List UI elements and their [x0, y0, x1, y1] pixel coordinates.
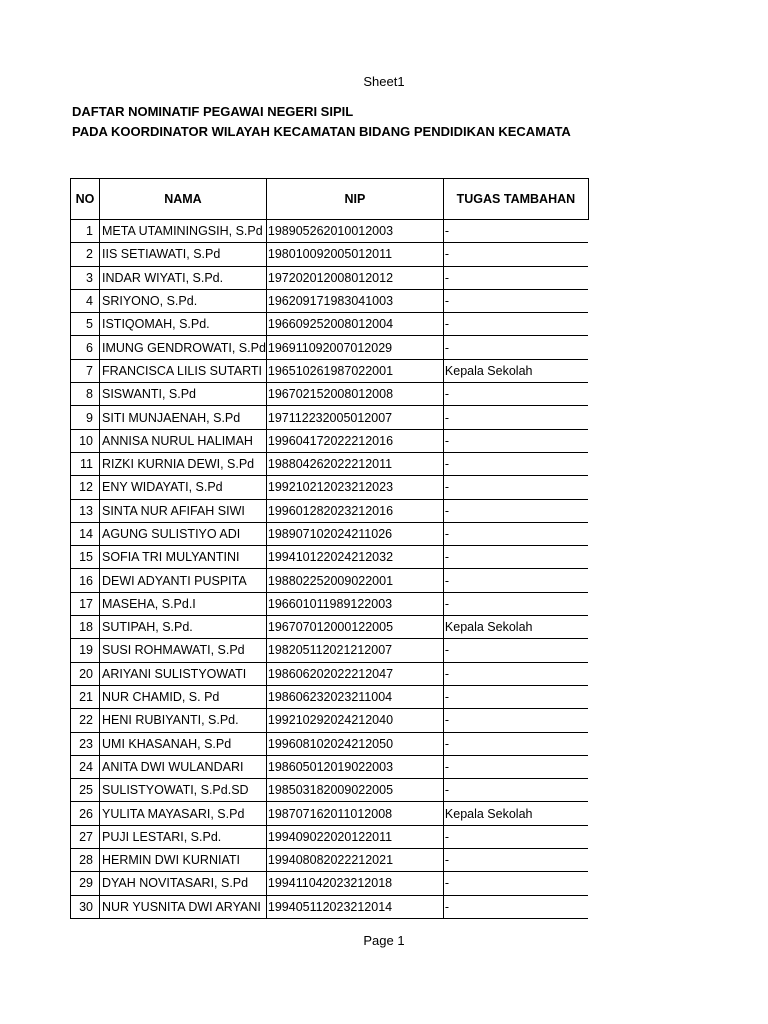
cell-no: 22 — [71, 709, 100, 732]
cell-nama: NUR YUSNITA DWI ARYANI — [100, 895, 267, 918]
cell-tugas-tambahan: - — [443, 895, 588, 918]
cell-no: 24 — [71, 755, 100, 778]
cell-tugas-tambahan: - — [443, 825, 588, 848]
cell-nip: 198907102024211026 — [266, 522, 443, 545]
cell-nama: IMUNG GENDROWATI, S.Pd — [100, 336, 267, 359]
cell-tugas-tambahan: - — [443, 383, 588, 406]
cell-nip: 196702152008012008 — [266, 383, 443, 406]
cell-nama: IIS SETIAWATI, S.Pd — [100, 243, 267, 266]
table-row — [71, 616, 589, 639]
cell-tugas-tambahan: - — [443, 849, 588, 872]
cell-nama: YULITA MAYASARI, S.Pd — [100, 802, 267, 825]
cell-no: 8 — [71, 383, 100, 406]
cell-nama: RIZKI KURNIA DEWI, S.Pd — [100, 452, 267, 475]
cell-tugas-tambahan: - — [443, 709, 588, 732]
table-row — [71, 732, 589, 755]
cell-no: 15 — [71, 546, 100, 569]
cell-nip: 196911092007012029 — [266, 336, 443, 359]
table-header-row — [71, 179, 589, 220]
table-row — [71, 709, 589, 732]
cell-tugas-tambahan: - — [443, 779, 588, 802]
table-body — [71, 220, 589, 919]
cell-nama: UMI KHASANAH, S.Pd — [100, 732, 267, 755]
table-row — [71, 452, 589, 475]
table-row — [71, 406, 589, 429]
cell-nama: SRIYONO, S.Pd. — [100, 289, 267, 312]
cell-nama: ARIYANI SULISTYOWATI — [100, 662, 267, 685]
cell-nama: SUTIPAH, S.Pd. — [100, 616, 267, 639]
cell-nip: 199608102024212050 — [266, 732, 443, 755]
cell-no: 19 — [71, 639, 100, 662]
cell-no: 25 — [71, 779, 100, 802]
cell-no: 21 — [71, 685, 100, 708]
table-row — [71, 359, 589, 382]
cell-no: 28 — [71, 849, 100, 872]
table-row — [71, 685, 589, 708]
cell-nama: INDAR WIYATI, S.Pd. — [100, 266, 267, 289]
cell-nip: 198802252009022001 — [266, 569, 443, 592]
cell-tugas-tambahan: - — [443, 639, 588, 662]
header-nama: NAMA — [100, 179, 267, 220]
cell-tugas-tambahan: - — [443, 685, 588, 708]
cell-nip: 199604172022212016 — [266, 429, 443, 452]
cell-no: 2 — [71, 243, 100, 266]
table-row — [71, 779, 589, 802]
sheet-name: Sheet1 — [363, 74, 405, 89]
cell-nama: FRANCISCA LILIS SUTARTI — [100, 359, 267, 382]
cell-no: 20 — [71, 662, 100, 685]
cell-nip: 198606202022212047 — [266, 662, 443, 685]
cell-tugas-tambahan: - — [443, 452, 588, 475]
cell-tugas-tambahan: - — [443, 592, 588, 615]
cell-no: 3 — [71, 266, 100, 289]
table-row — [71, 802, 589, 825]
cell-no: 9 — [71, 406, 100, 429]
cell-nama: DEWI ADYANTI PUSPITA — [100, 569, 267, 592]
table-row — [71, 849, 589, 872]
cell-nip: 198707162011012008 — [266, 802, 443, 825]
page-number: Page 1 — [363, 933, 405, 948]
cell-nip: 197112232005012007 — [266, 406, 443, 429]
table-row — [71, 429, 589, 452]
cell-nama: NUR CHAMID, S. Pd — [100, 685, 267, 708]
cell-nip: 196707012000122005 — [266, 616, 443, 639]
cell-tugas-tambahan: - — [443, 476, 588, 499]
cell-nip: 198905262010012003 — [266, 220, 443, 243]
cell-nip: 199210292024212040 — [266, 709, 443, 732]
cell-no: 29 — [71, 872, 100, 895]
cell-tugas-tambahan: - — [443, 662, 588, 685]
cell-nama: SOFIA TRI MULYANTINI — [100, 546, 267, 569]
table-row — [71, 639, 589, 662]
cell-no: 23 — [71, 732, 100, 755]
cell-no: 18 — [71, 616, 100, 639]
cell-tugas-tambahan: - — [443, 243, 588, 266]
header-tugas-tambahan: TUGAS TAMBAHAN — [443, 179, 588, 220]
table-row — [71, 546, 589, 569]
cell-tugas-tambahan: - — [443, 569, 588, 592]
cell-nama: META UTAMININGSIH, S.Pd — [100, 220, 267, 243]
cell-nip: 199405112023212014 — [266, 895, 443, 918]
cell-nip: 196601011989122003 — [266, 592, 443, 615]
cell-no: 5 — [71, 313, 100, 336]
cell-nip: 198010092005012011 — [266, 243, 443, 266]
table-row — [71, 569, 589, 592]
cell-nip: 196510261987022001 — [266, 359, 443, 382]
cell-tugas-tambahan: - — [443, 522, 588, 545]
table-row — [71, 220, 589, 243]
table-row — [71, 313, 589, 336]
table-row — [71, 755, 589, 778]
cell-no: 27 — [71, 825, 100, 848]
document-title: DAFTAR NOMINATIF PEGAWAI NEGERI SIPIL — [72, 104, 354, 119]
cell-nama: SISWANTI, S.Pd — [100, 383, 267, 406]
cell-tugas-tambahan: Kepala Sekolah — [443, 802, 588, 825]
table-row — [71, 872, 589, 895]
cell-nama: ISTIQOMAH, S.Pd. — [100, 313, 267, 336]
cell-nama: HERMIN DWI KURNIATI — [100, 849, 267, 872]
cell-no: 13 — [71, 499, 100, 522]
cell-tugas-tambahan: - — [443, 289, 588, 312]
cell-no: 30 — [71, 895, 100, 918]
employee-table — [70, 178, 589, 919]
cell-nip: 196609252008012004 — [266, 313, 443, 336]
table-row — [71, 592, 589, 615]
cell-no: 14 — [71, 522, 100, 545]
cell-nama: AGUNG SULISTIYO ADI — [100, 522, 267, 545]
cell-nip: 198605012019022003 — [266, 755, 443, 778]
cell-no: 1 — [71, 220, 100, 243]
cell-tugas-tambahan: - — [443, 872, 588, 895]
cell-tugas-tambahan: - — [443, 499, 588, 522]
header-no: NO — [71, 179, 100, 220]
cell-tugas-tambahan: - — [443, 755, 588, 778]
cell-nama: MASEHA, S.Pd.I — [100, 592, 267, 615]
cell-tugas-tambahan: - — [443, 220, 588, 243]
cell-nip: 199408082022212021 — [266, 849, 443, 872]
table-row — [71, 336, 589, 359]
table-row — [71, 499, 589, 522]
cell-nip: 196209171983041003 — [266, 289, 443, 312]
cell-tugas-tambahan: - — [443, 732, 588, 755]
table-row — [71, 383, 589, 406]
table-row — [71, 522, 589, 545]
cell-no: 26 — [71, 802, 100, 825]
cell-tugas-tambahan: Kepala Sekolah — [443, 359, 588, 382]
cell-tugas-tambahan: - — [443, 406, 588, 429]
cell-nama: ENY WIDAYATI, S.Pd — [100, 476, 267, 499]
cell-nama: PUJI LESTARI, S.Pd. — [100, 825, 267, 848]
cell-tugas-tambahan: - — [443, 429, 588, 452]
cell-nip: 199410122024212032 — [266, 546, 443, 569]
document-subtitle: PADA KOORDINATOR WILAYAH KECAMATAN BIDANG PENDIDIKAN KECAMATA — [72, 124, 571, 139]
cell-nip: 197202012008012012 — [266, 266, 443, 289]
cell-nip: 198804262022212011 — [266, 452, 443, 475]
cell-nip: 199411042023212018 — [266, 872, 443, 895]
cell-no: 11 — [71, 452, 100, 475]
cell-nip: 198503182009022005 — [266, 779, 443, 802]
table-row — [71, 243, 589, 266]
cell-no: 12 — [71, 476, 100, 499]
cell-nip: 199601282023212016 — [266, 499, 443, 522]
cell-no: 16 — [71, 569, 100, 592]
header-nip: NIP — [266, 179, 443, 220]
cell-nip: 199210212023212023 — [266, 476, 443, 499]
cell-nama: SULISTYOWATI, S.Pd.SD — [100, 779, 267, 802]
cell-nama: DYAH NOVITASARI, S.Pd — [100, 872, 267, 895]
cell-no: 10 — [71, 429, 100, 452]
cell-no: 4 — [71, 289, 100, 312]
cell-tugas-tambahan: - — [443, 336, 588, 359]
cell-tugas-tambahan: - — [443, 313, 588, 336]
cell-no: 7 — [71, 359, 100, 382]
table-row — [71, 662, 589, 685]
cell-nama: SITI MUNJAENAH, S.Pd — [100, 406, 267, 429]
table-row — [71, 895, 589, 918]
cell-tugas-tambahan: - — [443, 546, 588, 569]
table-row — [71, 266, 589, 289]
table-row — [71, 289, 589, 312]
cell-nama: SUSI ROHMAWATI, S.Pd — [100, 639, 267, 662]
cell-tugas-tambahan: - — [443, 266, 588, 289]
cell-nama: SINTA NUR AFIFAH SIWI — [100, 499, 267, 522]
cell-no: 6 — [71, 336, 100, 359]
cell-nama: HENI RUBIYANTI, S.Pd. — [100, 709, 267, 732]
cell-tugas-tambahan: Kepala Sekolah — [443, 616, 588, 639]
cell-no: 17 — [71, 592, 100, 615]
cell-nip: 198606232023211004 — [266, 685, 443, 708]
table-row — [71, 825, 589, 848]
cell-nip: 199409022020122011 — [266, 825, 443, 848]
cell-nama: ANNISA NURUL HALIMAH — [100, 429, 267, 452]
table-row — [71, 476, 589, 499]
cell-nama: ANITA DWI WULANDARI — [100, 755, 267, 778]
cell-nip: 198205112021212007 — [266, 639, 443, 662]
